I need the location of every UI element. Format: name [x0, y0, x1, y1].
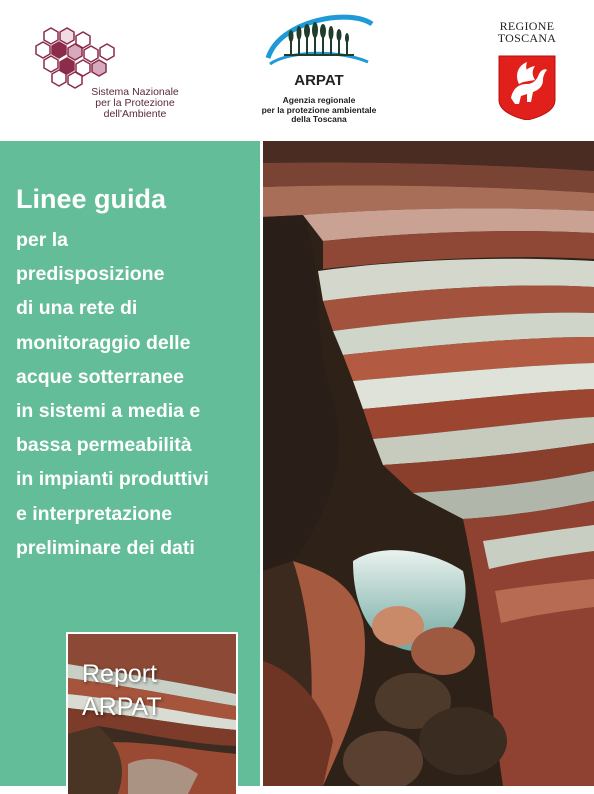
snpa-name: [60, 87, 210, 120]
regione-name: [494, 20, 560, 44]
subtitle-line: e interpretazione: [16, 502, 173, 525]
arpat-logo-block: [244, 10, 394, 135]
report-label-line: ARPAT: [82, 693, 162, 721]
regione-line: TOSCANA: [497, 31, 557, 45]
subtitle-line: acque sotterranee: [16, 365, 184, 388]
arpat-subtitle: [244, 96, 394, 125]
snpa-line: per la Protezione: [95, 97, 175, 109]
arpat-arc-trees-logo: [260, 10, 378, 70]
report-label-line: Report: [82, 660, 158, 688]
subtitle-line: monitoraggio delle: [16, 331, 191, 354]
report-arpat-label: [82, 658, 162, 724]
arpat-name: ARPAT: [294, 72, 344, 89]
subtitle-line: in impianti produttivi: [16, 468, 209, 491]
subtitle-line: per la: [16, 229, 69, 251]
rock-gorge-photo: [263, 141, 594, 786]
subtitle-line: in sistemi a media e: [16, 400, 201, 423]
report-arpat-thumbnail: [66, 632, 238, 794]
snpa-line: dell'Ambiente: [103, 108, 167, 120]
subtitle-line: di una rete di: [16, 297, 138, 320]
snpa-logo-block: [30, 26, 200, 121]
subtitle-line: predisposizione: [16, 263, 165, 286]
header-bar: [0, 0, 594, 141]
regione-line: REGIONE: [499, 19, 555, 33]
cover-photo-rock-strata: [263, 141, 594, 786]
snpa-line: Sistema Nazionale: [91, 86, 179, 98]
arpat-subtitle-line: per la protezione ambientale: [261, 104, 377, 115]
subtitle-line: preliminare dei dati: [16, 536, 195, 559]
pegasus-shield-icon: [497, 54, 557, 120]
arpat-subtitle-line: della Toscana: [291, 114, 347, 124]
title-panel: [0, 141, 262, 786]
cover-subtitle: [16, 223, 209, 565]
cover-title: Linee guida: [16, 184, 167, 214]
arpat-subtitle-line: Agenzia regionale: [282, 95, 356, 105]
subtitle-line: bassa permeabilità: [16, 434, 192, 457]
regione-toscana-logo-block: [494, 20, 560, 120]
